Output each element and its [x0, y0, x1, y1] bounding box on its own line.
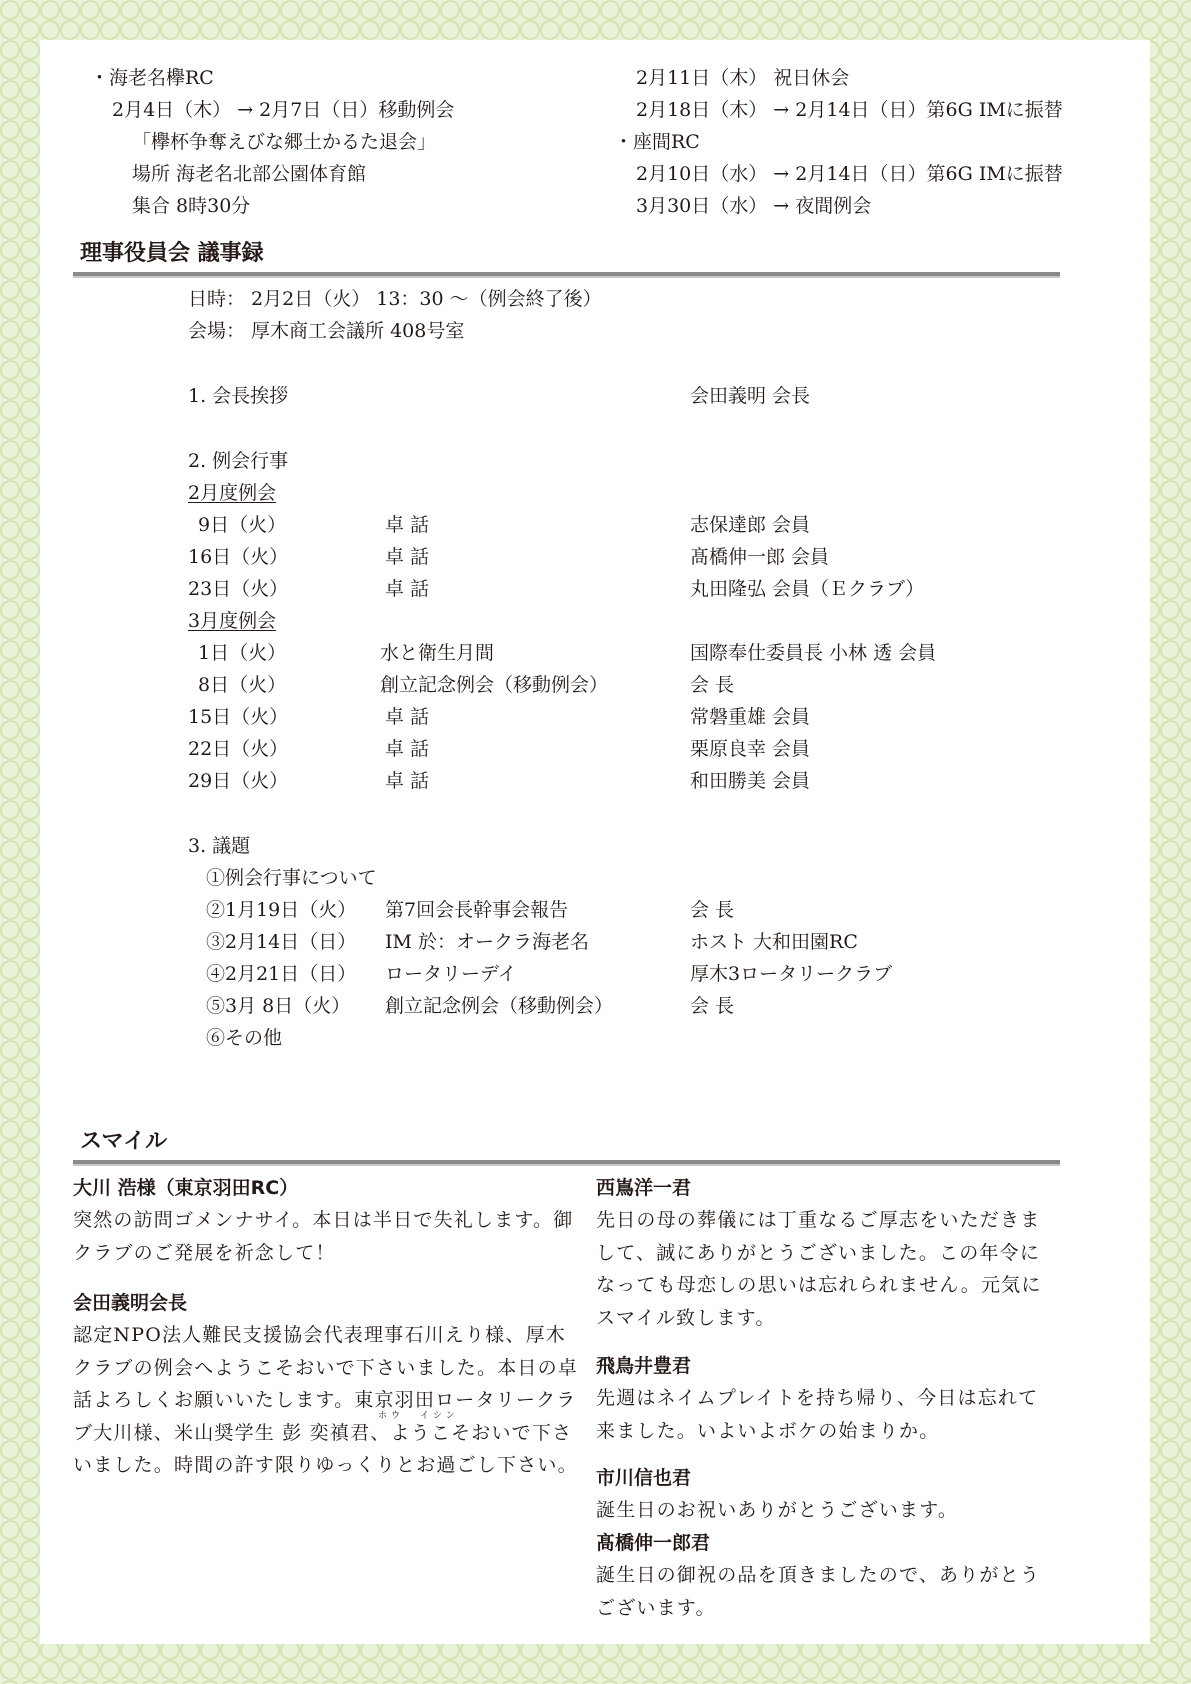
- section-divider: [73, 272, 1060, 278]
- row-date: 16日（火）: [188, 546, 289, 568]
- item-label: 2. 例会行事: [188, 450, 289, 472]
- member-name: 大川 浩様（東京羽田RC）: [73, 1177, 299, 1199]
- row-topic: 卓 話: [385, 770, 430, 792]
- agenda-topic: 第7回会長幹事会報告: [385, 899, 569, 921]
- member-name: 髙橋伸一郎君: [596, 1532, 711, 1554]
- row-person: 志保達郎 会員: [690, 514, 811, 536]
- row-person: 髙橋伸一郎 会員: [690, 546, 830, 568]
- section-title-smile: スマイル: [80, 1129, 168, 1154]
- row-person: 栗原良幸 会員: [690, 738, 811, 760]
- agenda-date: ②1月19日（火）: [206, 899, 357, 921]
- row-topic: 卓 話: [385, 706, 430, 728]
- item-label: 3. 議題: [188, 835, 251, 857]
- member-name: 会田義明会長: [73, 1292, 188, 1314]
- row-date: 8日（火）: [198, 674, 287, 696]
- schedule-line: 2月11日（木） 祝日休会: [636, 67, 850, 89]
- row-person: 常磐重雄 会員: [690, 706, 811, 728]
- row-topic: 卓 話: [385, 514, 430, 536]
- meeting-datetime: 日時： 2月2日（火） 13：30 ～（例会終了後）: [188, 288, 602, 310]
- agenda-date: ④2月21日（日）: [206, 963, 357, 985]
- item-label: 1. 会長挨拶: [188, 385, 289, 407]
- row-person: 丸田隆弘 会員（Ｅクラブ）: [690, 578, 925, 600]
- agenda-topic: 創立記念例会（移動例会）: [385, 995, 614, 1017]
- item-person: 会田義明 会長: [690, 385, 811, 407]
- row-date: 9日（火）: [198, 514, 287, 536]
- schedule-line: 3月30日（水） → 夜間例会: [636, 195, 872, 217]
- schedule-line: 2月18日（木） → 2月14日（日）第6G IMに振替: [636, 99, 1063, 121]
- row-person: 国際奉仕委員長 小林 透 会員: [690, 642, 937, 664]
- event-venue: 場所 海老名北部公園体育館: [132, 163, 367, 185]
- member-message: 突然の訪問ゴメンナサイ。本日は半日で失礼します。御クラブのご発展を祈念して！: [73, 1209, 574, 1264]
- agenda-person: ホスト 大和田園RC: [690, 931, 858, 953]
- ruby-reading: イシン: [420, 1411, 459, 1421]
- month-heading: 3月度例会: [188, 610, 277, 632]
- row-date: 15日（火）: [188, 706, 289, 728]
- row-topic: 水と衛生月間: [380, 642, 495, 664]
- agenda-person: 会 長: [690, 995, 735, 1017]
- row-date: 22日（火）: [188, 738, 289, 760]
- club-heading-zama: ・座間RC: [614, 131, 700, 153]
- row-date: 29日（火）: [188, 770, 289, 792]
- member-message: 先週はネイムプレイトを持ち帰り、今日は忘れて来ました。いよいよボケの始まりか。: [596, 1387, 1039, 1442]
- member-name: 西嶌洋一君: [596, 1177, 692, 1199]
- member-name: 飛鳥井豊君: [596, 1355, 692, 1377]
- member-message: 先日の母の葬儀には丁重なるご厚志をいただきまして、誠にありがとうございました。この年令になっても母恋しの思いは忘れられません。元気にスマイル致します。: [596, 1209, 1042, 1329]
- row-date: 1日（火）: [198, 642, 287, 664]
- row-person: 会 長: [690, 674, 735, 696]
- meeting-venue: 会場： 厚木商工会議所 408号室: [188, 320, 465, 342]
- row-topic: 卓 話: [385, 546, 430, 568]
- member-message: 誕生日のお祝いありがとうございます。: [596, 1499, 959, 1521]
- member-message: 認定NPO法人難民支援協会代表理事石川えり様、厚木クラブの例会へようこそおいで下さいました。本日の卓話よろしくお願いいたします。東京羽田ロータリークラブ大川様、米山奨学生 彭 奕禛君、ようこそおいで下さいました。時間の許す限りゆっくりとお過ごし下さい。: [73, 1324, 579, 1476]
- agenda-date: ③2月14日（日）: [206, 931, 357, 953]
- agenda-date: ⑤3月 8日（火）: [206, 995, 351, 1017]
- agenda-topic: IM 於：オークラ海老名: [385, 931, 590, 953]
- page-sheet: [40, 40, 1150, 1644]
- section-title-minutes: 理事役員会 議事録: [80, 241, 264, 266]
- schedule-line: 2月10日（水） → 2月14日（日）第6G IMに振替: [636, 163, 1063, 185]
- row-topic: 卓 話: [385, 578, 430, 600]
- month-heading: 2月度例会: [188, 482, 277, 504]
- member-name: 市川信也君: [596, 1467, 692, 1489]
- schedule-line: 2月4日（木） → 2月7日（日）移動例会: [112, 99, 455, 121]
- section-divider: [73, 1160, 1060, 1166]
- row-topic: 卓 話: [385, 738, 430, 760]
- club-heading-ebina: ・海老名欅RC: [90, 67, 214, 89]
- row-topic: 創立記念例会（移動例会）: [380, 674, 609, 696]
- row-person: 和田勝美 会員: [690, 770, 811, 792]
- row-date: 23日（火）: [188, 578, 289, 600]
- event-name: 「欅杯争奪えびな郷土かるた退会」: [132, 131, 437, 153]
- event-assembly-time: 集合 8時30分: [132, 195, 251, 217]
- agenda-item: ⑥その他: [206, 1027, 283, 1049]
- agenda-person: 会 長: [690, 899, 735, 921]
- agenda-topic: ロータリーデイ: [385, 963, 517, 985]
- agenda-item: ①例会行事について: [206, 867, 377, 889]
- member-message: 誕生日の御祝の品を頂きましたので、ありがとうございます。: [596, 1564, 1041, 1619]
- agenda-person: 厚木3ロータリークラブ: [690, 963, 893, 985]
- ruby-reading: ホウ: [378, 1411, 405, 1421]
